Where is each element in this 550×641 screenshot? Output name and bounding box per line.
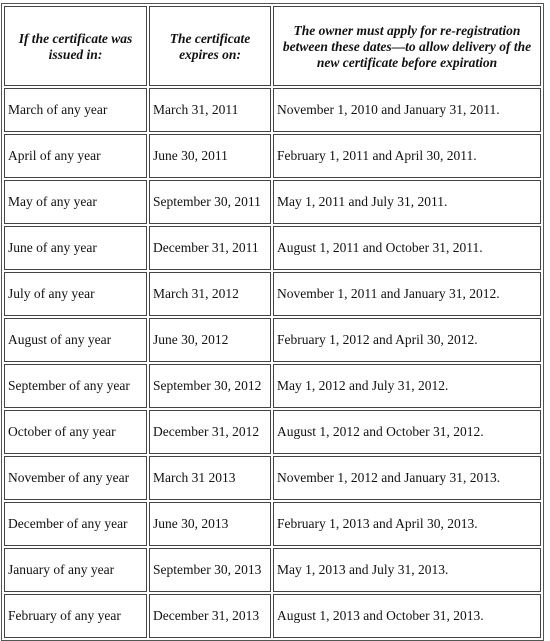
cell-apply-dates: November 1, 2010 and January 31, 2011. (273, 88, 541, 132)
cell-apply-dates: May 1, 2012 and July 31, 2012. (273, 364, 541, 408)
cell-issued-in: March of any year (4, 88, 147, 132)
cell-issued-in: December of any year (4, 502, 147, 546)
cell-apply-dates: February 1, 2011 and April 30, 2011. (273, 134, 541, 178)
cell-apply-dates: February 1, 2012 and April 30, 2012. (273, 318, 541, 362)
cell-issued-in: January of any year (4, 548, 147, 592)
registration-table (1, 3, 544, 641)
cell-apply-dates: November 1, 2012 and January 31, 2013. (273, 456, 541, 500)
cell-issued-in: October of any year (4, 410, 147, 454)
cell-issued-in: April of any year (4, 134, 147, 178)
cell-apply-dates: November 1, 2011 and January 31, 2012. (273, 272, 541, 316)
cell-apply-dates: August 1, 2012 and October 31, 2012. (273, 410, 541, 454)
cell-expires-on: December 31, 2012 (149, 410, 271, 454)
table-row (4, 410, 541, 454)
cell-apply-dates: May 1, 2011 and July 31, 2011. (273, 180, 541, 224)
cell-issued-in: August of any year (4, 318, 147, 362)
cell-issued-in: February of any year (4, 594, 147, 638)
cell-issued-in: May of any year (4, 180, 147, 224)
table-row (4, 548, 541, 592)
cell-expires-on: June 30, 2011 (149, 134, 271, 178)
table-row (4, 226, 541, 270)
cell-expires-on: June 30, 2012 (149, 318, 271, 362)
cell-issued-in: November of any year (4, 456, 147, 500)
table-row (4, 180, 541, 224)
cell-expires-on: September 30, 2012 (149, 364, 271, 408)
cell-apply-dates: August 1, 2013 and October 31, 2013. (273, 594, 541, 638)
cell-apply-dates: August 1, 2011 and October 31, 2011. (273, 226, 541, 270)
cell-expires-on: March 31, 2011 (149, 88, 271, 132)
table-row (4, 88, 541, 132)
cell-expires-on: September 30, 2013 (149, 548, 271, 592)
cell-issued-in: September of any year (4, 364, 147, 408)
header-apply-dates: The owner must apply for re-registration between these dates—to allow delivery of the new certificate before expiration (273, 6, 541, 86)
header-expires-on: The certificate expires on: (149, 6, 271, 86)
cell-apply-dates: May 1, 2013 and July 31, 2013. (273, 548, 541, 592)
table-row (4, 456, 541, 500)
table-row (4, 318, 541, 362)
table-row (4, 134, 541, 178)
cell-apply-dates: February 1, 2013 and April 30, 2013. (273, 502, 541, 546)
header-row (4, 6, 541, 86)
table-row (4, 272, 541, 316)
header-issued-in: If the certificate was issued in: (4, 6, 147, 86)
cell-expires-on: September 30, 2011 (149, 180, 271, 224)
cell-expires-on: December 31, 2013 (149, 594, 271, 638)
cell-expires-on: June 30, 2013 (149, 502, 271, 546)
cell-expires-on: March 31, 2012 (149, 272, 271, 316)
cell-expires-on: March 31 2013 (149, 456, 271, 500)
table-row (4, 502, 541, 546)
table-row (4, 594, 541, 638)
registration-table-container (1, 3, 544, 641)
table-row (4, 364, 541, 408)
cell-expires-on: December 31, 2011 (149, 226, 271, 270)
cell-issued-in: July of any year (4, 272, 147, 316)
cell-issued-in: June of any year (4, 226, 147, 270)
